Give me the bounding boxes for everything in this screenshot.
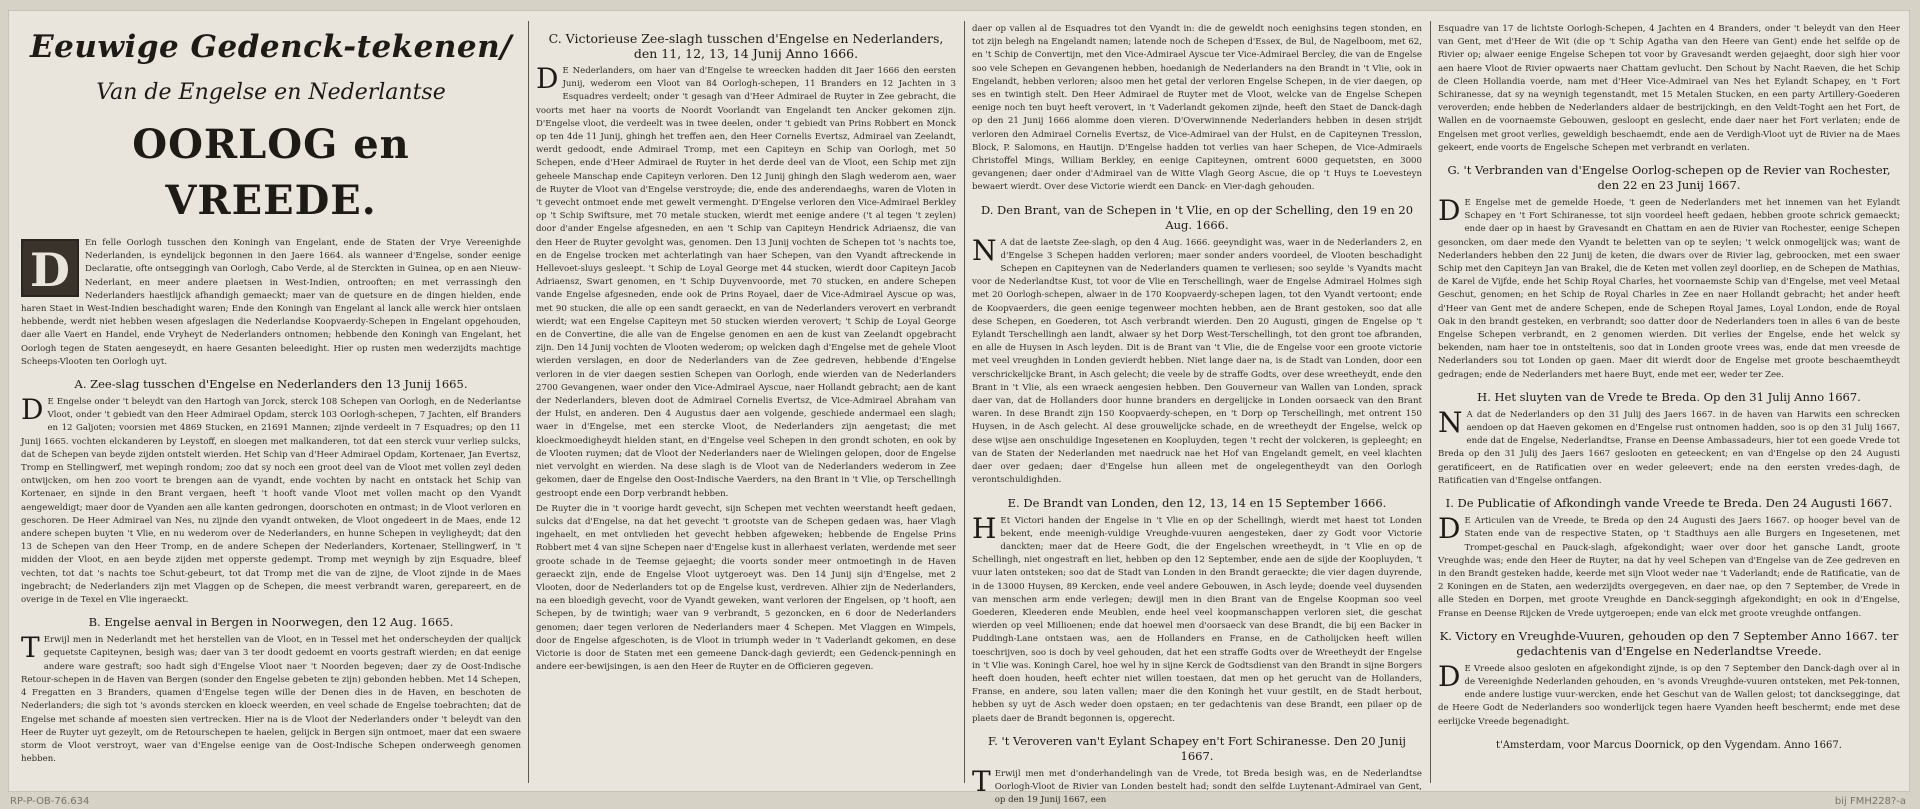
- section-b: [21, 631, 521, 766]
- archive-ref-left: RP-P-OB-76.634: [10, 796, 90, 807]
- section-b-heading: B. Engelse aenval in Bergen in Noorwegen, den 12 Aug. 1665.: [88, 615, 454, 630]
- intro-dropcap: D: [21, 239, 79, 297]
- column-2: [536, 23, 956, 783]
- title-line-3: OORLOG en VREEDE.: [132, 121, 410, 224]
- column-4: [1438, 23, 1900, 783]
- section-d-heading: D. Den Brant, van de Schepen in 't Vlie, en op der Schelling, den 19 en 20 Aug. 1666.: [980, 202, 1414, 232]
- section-e-text: Et Victori handen der Engelse in 't Vlie en op der Schellingh, wierdt met haest tot Londen bekent, ende meenigh-vuldige Vreughde-vuuren aengesteken, daer zy Godt voor Victorie danckten; maer dat de Heere Godt, die der Engelschen wreetheydt, in 't Vlie en op de Schellingh, niet ongestraft en liet, hebben op den 12 September, ende aen de sijde der Koopluyden, 't vuur laten ontsteken; soo dat de Stadt van Londen in den Brandt geraeckte; die vier dagen duyrende, in de 13000 Huysen, 89 Kercken, ende veel andere Gebouwen, in Asch leyde; doende veel duysenden van menschen arm ende verlegen; dewijl men in dien Brant van de Engelse Koopman soo veel Goederen, Kleederen ende Meublen, ende heel veel koopmanschappen verloren siet, die geschat wierden op veel Millioenen; ende dat hoewel men d'oorsaeck van dese Brandt, die bij een Backer in Puddingh-Lane ontstaen was, aen de Hollanders en Franse, en de Catholijcken heeft willen toeschrijven, soo is doch by veel gehouden, dat het een straffe Godts over de Wreetheydt der Engelse in 't Vlie was. Koningh Carel, hoe wel hy in sijne Kerck de Godtsdienst van den Brandt in sijne Borgers heeft doen houden, heeft echter niet willen toestaen, dat men op het gerucht van de Hollanders, Franse, en andere, sou laten vallen; maer die den Koningh het vuur gestilt, en de Stadt herbout, hebben sy uyt de Asch weder doen opstaen; en ter gedachtenis van dese Brandt, een pilaer op de plaets daer de Brandt begonnen is, opgerecht.: [972, 515, 1422, 724]
- section-b-initial: T: [21, 631, 40, 665]
- section-g-text: E Engelse met de gemelde Hoede, 't geen de Nederlanders met het innemen van het Eylandt Schapey en 't Fort Schiranesse, tot sijn voordeel heeft gedaen, hebben groote schrick gemaeckt; ende daer op in haest by Gravesandt en Chattam en aen de Rivier van Rochester, eenige Schepen gesoncken, om daer mede den Vyandt te beletten van op te seylen; 't welck onmogelijck was; want de Nederlanders hebben den 22 Junij de keten, die dwars over de Rivier lag, gebroocken, met een swaer Schip met den Capiteyn Jan van Brakel, die de Keten met vollen zeyl doorliep, en de Schepen de Mathias, de Karel de Vijfde, ende het Schip Royal Charles, het voornaemste Schip van d'Engelse, met veel Metaal Geschut, genomen; en het Schip de Royal Charles in Zee en naer Hollandt gebracht; het ander heeft d'Heer van Gent met de andere Schepen, ende de Schepen Royal James, Loyal London, ende de Royal Oak in den brandt gesteken, en verbrandt; soo datter door de Nederlanders toen in alles 6 van de beste Engelse Schepen verbrandt, en 2 genomen wierden. Dit verlies der Engelse, ende het welck sy bekenden, nam haer toe in ontsteltenis, soo dat in Londen groote vrees was, ende dat men vreesde de Nederlanders sou tot Londen op gaen. Maer dit wierdt door de Engelse met groote beschaemtheydt gedragen; ende de Nederlanders met haere Buyt, ende met eer, weder ter Zee.: [1438, 198, 1900, 380]
- section-h: [1438, 405, 1900, 488]
- column-rule-2: [964, 21, 965, 783]
- column-rule-3: [1430, 21, 1431, 783]
- section-c: [536, 62, 956, 674]
- section-k-text: E Vreede alsoo gesloten en afgekondight zijnde, is op den 7 September den Danck-dagh over al in de Vereenighde Nederlanden gehouden, en 's avonds Vreughde-vuuren ontsteken, met Pek-tonnen, ende andere lustige vuur-wercken, ende het Geschut van de Wallen gelost; tot dancksegginge, dat de Heere Godt de Nederlanders soo wonderlijck tegen haere Vyanden heeft beschermt; ende met dese eerlijcke Vreede begenadight.: [1438, 663, 1900, 727]
- title-block: [21, 27, 521, 229]
- section-i-text: E Articulen van de Vreede, te Breda op den 24 Augusti des Jaers 1667. op hooger bevel van de Staten ende van de respective Staten, op 't Stadthuys aen alle Burgers en Ingesetenen, met Trompet-geschal en Pauck-slagh, afgekondight; waer over door het gansche Landt, groote Vreughde was; ende den Heer de Ruyter, na dat hy veel Schepen van d'Engelse van de Zee gedreven en in den Brandt gesteken hadde, keerde met sijn Vloot weder nae 't Vaderlandt; ende de Ratificatie, van de 2 Koningen en de Staten, aen wederzijdts overgegeven, en daer nae, op den 7 September, de Vrede in alle Steden en Dorpen, met groote Vreughde en Danck-seggingh afgekondight; en ook in d'Engelse, Franse en Deense Rijcken de Vrede uytgeroepen; ende van elck met groote vreughde ontfangen.: [1438, 516, 1900, 619]
- archive-ref-right: bij FMH228?-a: [1834, 796, 1906, 807]
- section-d: [972, 233, 1422, 488]
- section-g: [1438, 194, 1900, 382]
- section-k-initial: D: [1438, 659, 1461, 693]
- section-h-text: A dat de Nederlanders op den 31 Julij des Jaers 1667. in de haven van Harwits een schrecken aendoen op dat Haeven gekomen en d'Engelse rust ontnomen hadden, soo is op den 31 Julij 1667, ende dat de Engelse, Nederlandtse, Franse en Deense Ambassadeurs, hier tot een goede Vrede tot Breda op den 31 Julij des Jaers 1667 geslooten en geteeckent; en van d'Engelse op den 24 Augusti geratificeert, en de Ratificatien over en weder geleevert; ende na den eersten vredes-dagh, de Ratificatien van d'Engelse ontfangen.: [1438, 409, 1900, 486]
- section-a-text: E Engelse onder 't beleydt van den Hartogh van Jorck, sterck 108 Schepen van Oorlogh, en de Nederlantse Vloot, onder 't gebiedt van den Heer Admirael Opdam, sterck 103 Oorlogh-schepen, 7 Jachten, elf Branders en 12 Galjoten; voorsien met 4869 Stucken, en 21691 Mannen; zijnde verdeelt in 7 Esquadres; op den 11 Junij 1665. vochten elckanderen by Leystoff, en sloegen met malkanderen, tot dat een sterck vuur verliep sulcks, dat de Schepen van beyde zijden ontstelt wierden. Het Schip van d'Heer Admirael Opdam, Kortenaer, Jan Evertsz, Tromp en Stellingwerf, met wepingh rondom; zoo dat sy noch een groot deel van de Vloot met vollen zeyl deden ontwijcken, om hen zoo voort te brengen aan de vyandt, ende vochten by nacht en ontstack het Schip van Kortenaer, en sijnde in den Brant vergaen, heeft 't hooft vande Vloot met vollen macht op den Vyandt aengeweldigt; maer door de Vyanden aen alle kanten gedrongen, doorschoten en ontmast; in de Vloot verloren en geschoren. De Heer Admirael van Nes, nu zijnde den vyandt ontweken, de Vloot ongedeert in de Maes, ende 12 andere schepen buyten 't Vlie, en nu wederom over de Nederlanders, en hunne Schepen in veyligheydt; dat den 13 de Schepen van den Heer Tromp, en de andere Schepen der Nederlanders, Kortenaer, Stellingwerf, in 't midden der Vloot, en aen beyde zijden met opperste gedempt. Tromp met weynigh by zijn Esquadre, bleef vechten, tot dat 's nachts toe Schut-gebeurt, tot dat Tromp met die van de zijne, de Vloot zijnde in de Maes ingebracht; de Nederlanders zijn met Vlaggen op de Schepen, die meest verbrandt waren, gerepareert, en de overige in de Texel en Vlie ingeraeckt.: [21, 397, 521, 606]
- title-line-1: Eeuwige Gedenck-tekenen/: [29, 29, 512, 65]
- section-h-initial: N: [1438, 405, 1463, 439]
- intro-paragraph: [21, 237, 521, 369]
- section-f-text: Erwijl men met d'onderhandelingh van de Vrede, tot Breda besigh was, en de Nederlandtse Oorlogh-Vloot de Rivier van Londen bestelt had; sondt den selfde Luytenant-Admirael van Gent, op den 19 Junij 1667, een: [994, 768, 1422, 806]
- imprint: t'Amsterdam, voor Marcus Doornick, op den Vygendam. Anno 1667.: [1496, 739, 1842, 751]
- section-k-heading: K. Victory en Vreughde-Vuuren, gehouden op den 7 September Anno 1667. ter gedachtenis van d'Engelse en Nederlandtse Vreede.: [1439, 628, 1899, 658]
- section-c-conclusion-text: daer op vallen al de Esquadres tot den Vyandt in: die de geweldt noch eenighsins tegen stonden, en tot zijn belegh na Engelandt namen; latende noch de Schepen d'Essex, de Bul, de Nagelboom, met 62, en 't Schip de Convertijn, met den Vice-Admirael Ayscue ter Vice-Admirael Bercley, die van de Engelse soo vele Schepen en Gevangenen hebben, hoedanigh de Nederlanders na den Brandt in 't Vlie, ook in Engelandt, hebben verloren; alsoo men het getal der verloren Engelse Schepen, in de vier daegen, op ses en twintigh stelt. Den Heer Admirael de Ruyter met de Vloot, welcke van de Engelse Schepen eenige noch ten buyt heeft verovert, in 't Vaderlandt gekomen zijnde, heeft den Staet de Danck-dagh op den 21 Junij 1666 alomme doen vieren. D'Overwinnende Nederlanders hebben in desen strijdt verloren den Admirael Cornelis Evertsz, de Vice-Admirael van der Hulst, en de Capiteynen Tresslon, Block, P. Salomons, en Hautijn. D'Engelse hadden tot verlies van haer Schepen, de Vice-Admiraels Christoffel Mings, William Berkley, en eenige Capiteynen, omtrent 6000 gequetsten, en 3000 gevangenen; daer onder d'Admirael van de Witte Vlagh Georg Ascue, die op 't Huys te Loevesteyn bewaert wierdt. Over dese Victorie wierdt een Danck- en Vier-dagh gehouden.: [972, 24, 1422, 193]
- section-g-initial: D: [1438, 194, 1461, 228]
- section-c-conclusion: [972, 23, 1422, 195]
- section-b-text: Erwijl men in Nederlandt met het herstellen van de Vloot, en in Tessel met het onderscheyden der qualijck gequetste Capiteynen, besigh was; daer van 3 ter doodt gedoemt en voorts gestraft wierden; en dat eenige andere ware gestraft; soo hadt sigh d'Engelse Vloot naer 't Noorden begeven; daer zy de Oost-Indische Retour-schepen in de Haven van Bergen (sonder den Engelse gebeten te zijn) gebonden hebben. Met 14 Schepen, 4 Fregatten en 3 Branders, quamen d'Engelse tegen wille der Denen dies in de Haven, en beschoten de Nederlanders; die sigh tot 's avonds stercken en kloeck weerden, en veel schade de Engelse toebrachten; dat de Engelse met schande af moesten sien vertrecken. Hier na is de Vloot der Nederlanders onder 't beleydt van den Heer de Ruyter uyt gezeylt, om de Retourschepen te haelen, gelijck in Bergen sijn ontmoet, maer dat een swaere storm de Vloot verstroyt, waer van d'Engelse eenige van de Oost-Indische Schepen onderweegh genomen hebben.: [21, 635, 521, 765]
- section-a-heading: A. Zee-slag tusschen d'Engelse en Nederlanders den 13 Junij 1665.: [74, 377, 468, 392]
- section-f-initial: T: [972, 764, 991, 798]
- section-a: [21, 393, 521, 607]
- column-1: [21, 23, 521, 783]
- section-f-continued-text: Esquadre van 17 de lichtste Oorlogh-Schepen, 4 Jachten en 4 Branders, onder 't beleydt van den Heer van Gent, met d'Heer de Wit (die op 't Schip Agatha van den Heere van Gent) ende het selfde op de Rivier op; alwaer eenige Engelse Schepen tot voor by Gravesandt werden gejaeght, door sigh hier voor aen haere Vloot de Rivier opwaerts naer Chattam gevlucht. Den Schout by Nacht Raeven, die het Schip de Cleen Hollandia voerde, nam met d'Heer Vice-Admirael van Nes het Eylandt Schapey, en 't Fort Schiranesse, dat sy na weynigh tegenstandt, met 15 Metalen Stucken, en een party Artillery-Goederen veroverden; ende hebben de Nederlanders aldaer de bestrijckingh, en den Veldt-Toght aen het Fort, de Wallen en de voornaemste Gebouwen, gesloopt en geslecht, ende daer naer het Fort verlaten; ende de Engelsen met groot verlies, geweldigh beschaemdt, ende aen de Verdigh-Vloot uyt de Rivier na de Maes gekeert, ende voorts de Engelsche Schepen met verbrandt en verlaten.: [1438, 24, 1900, 153]
- section-g-heading: G. 't Verbranden van d'Engelse Oorlog-schepen op de Revier van Rochester, den 22 en 23 Junij 1667.: [1447, 163, 1891, 193]
- section-f-heading: F. 't Veroveren van't Eylant Schapey en't Fort Schiranesse. Den 20 Junij 1667.: [988, 733, 1406, 763]
- section-k: [1438, 659, 1900, 729]
- column-3: [972, 23, 1422, 806]
- section-e-initial: H: [972, 511, 997, 545]
- section-c-initial: D: [536, 62, 559, 95]
- section-h-heading: H. Het sluyten van de Vrede te Breda. Op den 31 Julij Anno 1667.: [1477, 389, 1861, 404]
- section-e: [972, 511, 1422, 726]
- section-i-heading: I. De Publicatie of Afkondingh vande Vreede te Breda. Den 24 Augusti 1667.: [1445, 496, 1893, 511]
- section-c-text-continued: De Ruyter die in 't voorige hardt gevecht, sijn Schepen met vechten weerstandt heeft gedaen, sulcks dat d'Engelse, na dat het gevecht 't grootste van de Schepen gedaen was, haer Vlagh ingehaelt, en met ontvlieden het gevecht hebben afgeweken; hebbende de Engelse Prins Robbert met 4 van sijne Schepen naer d'Engelse kust in allerhaest verlaten, werdende met seer groote schade in de Teemse gejaeght; die voorts sonder meer ontmoetingh in de Haven geraeckt zijn, ende de Engelse Vloot uytgeroeyt was. Den 14 Junij sijn d'Engelse, met 2 Vlooten, door de Nederlanders tot op de Engelse kust, verdreven. Alhier zijn de Nederlanders, na een bloedigh gevecht, voor de Vyandt geweken, want verloren der Engelsen, op 't hooft, aen Schepen, by de twintigh; waer van 9 verbrandt, 5 gezoncken, en 6 door de Nederlanders genomen; daer tegen verloren de Nederlanders maer 4 Schepen. Met Vlaggen en Wimpels, door de Engelse afgeschoten, is de Vloot in triumph weder in 't Vaderlandt gekomen, en dese Victorie is door de Staten met een gemeene Danck-dagh gevierdt; een Gedenck-penningh en andere eer-bewijsingen, is aen den Heer de Ruyter en de Officieren gegeven.: [536, 503, 956, 673]
- section-e-heading: E. De Brandt van Londen, den 12, 13, 14 en 15 September 1666.: [1007, 495, 1387, 510]
- section-i-initial: D: [1438, 512, 1461, 546]
- section-a-initial: D: [21, 393, 44, 427]
- section-d-text: A dat de laetste Zee-slagh, op den 4 Aug. 1666. geeyndight was, waer in de Nederlanders 2, en d'Engelse 3 Schepen hadden verloren; maer sonder anders voordeel, de Vlooten beschadight Schepen en Capiteynen van de Nederlanders quamen te verliesen; soo seylde 's Vyandts macht voor de Nederlandtse Kust, tot voor de Vlie en Terschellingh, waer de Engelse Admirael Holmes sigh met 20 Oorlogh-schepen, alwaer in de 170 Koopvaerdy-schepen lagen, tot den Vyandt vertoont; ende de Koopvaerders, die geen eenige tegenweer mochten hebben, aen de Brant gestoken, soo dat alle dese Schepen, en Goederen, tot Asch verbrandt wierden. Den 20 Augusti, gingen de Engelse op 't Eylandt Terschellingh aen landt, alwaer sy het Dorp West-Terschellingh, tot den gront toe afbranden, en alle de Huysen in Asch leyden. Dit is de Brant van 't Vlie, die de Engelse voor een groote victorie met veel vreughden in Londen gevierdt hebben. Niet lange daer na, is de Stadt van Londen, door een verschrickelijcke Brant, in Asch gelecht; die veele by de straffe Godts, over dese wreetheydt, ende den Brant in 't Vlie, als een wraeck aengesien hebben. Den Gouverneur van Wallen van Londen, sprack daer van, dat de Hollanders door hunne branders en dergelijcke in Londen oorsaeck van den Brant waren. In dese Brandt zijn 150 Koopvaerdy-schepen, en 't Dorp op Terschellingh, met ontrent 150 Huysen, in de Asch gelecht. Al dese grouwelijcke schade, en de wreetheydt der Engelse, welck op dese wijse aen onschuldige Ingesetenen en Koopluyden, tegen 't recht der volckeren, is gepleeght; en van de Staten der Nederlanden met naedruck nae het Hof van Engelandt gemelt, en veel klachten daer over gedaen; daer d'Engelse hun alleen met de ongelegentheydt van den Oorlogh verontschuldighden.: [972, 237, 1422, 486]
- title-line-2: Van de Engelse en Nederlantse: [96, 80, 446, 105]
- section-d-initial: N: [972, 233, 997, 267]
- column-rule-1: [528, 21, 529, 783]
- section-f: [972, 764, 1422, 808]
- intro-text: En felle Oorlogh tusschen den Koningh van Engelant, ende de Staten der Vrye Vereenighde Nederlanden, is eyndelijck begonnen in den Jaere 1664. als wanneer d'Engelse, sonder eenige Declaratie, ofte ontseggingh van Oorlogh, Cabo Verde, al de Sterckten in Guinea, op en aen Nieuw-Nederlant, en meer andere plaetsen in West-Indien, ontrooften; en met verrassingh den Nederlanders haestlijck afhandigh gemaeckt; maer van de quetsure en de dingen hielden, ende haren Staet in West-Indien beschadight waren; Ende den Koningh van Engelant al lanck alle werck hier ontslaen hebbende, werdt niet hebben wesen afgeslagen die Nederlandse Koopvaerdy-Schepen in Engelant opgehouden, daer alle Vaert en Handel, ende Vryheyt de Nederlanders ontnomen; hebbende den Koningh van Engelant, het Oorlogh tegen de Staten aengeseydt, en haere Gesanten beleedight. Hier op rusten men wederzijdts machtige Scheeps-Vlooten ten Oorlogh uyt.: [21, 238, 521, 367]
- section-i: [1438, 512, 1900, 621]
- section-f-continued: [1438, 23, 1900, 155]
- section-c-heading: C. Victorieuse Zee-slagh tusschen d'Engelse en Nederlanders, den 11, 12, 13, 14 Junij Anno 1666.: [548, 31, 944, 61]
- section-c-text: E Nederlanders, om haer van d'Engelse te wreecken hadden dit Jaer 1666 den eersten Junij, wederom een Vloot van 84 Oorlogh-schepen, 11 Branders en 12 Jachten in 3 Esquadres verdeelt; onder 't gesagh van d'Heer Admirael de Ruyter in Zee gebracht, die voorts met haer na voorts de Noordt Voorlandt van Engelandt ten Ancker gekomen zijn. D'Engelse vloot, die verdeelt was in twee deelen, onder 't gebiedt van Prins Robbert en Monck op ten 4de 11 Junij, ghingh het treffen aen, den Heer Cornelis Evertsz, Admirael van Zeelandt, werdt gedoodt, ende Admirael Tromp, met een Capiteyn en Schip van Oorlogh, met 50 Schepen, ende d'Heer Admirael de Ruyter in het derde deel van de Vloot, een Schip met zijn geheele Manschap ende Capiteyn verloren. Den 12 Junij ghingh den Slagh wederom aen, waer de Ruyter de Vloot van d'Engelse verstroyde; die, ende des anderendaeghs, waren de Vloten in 't gevecht ontmoet ende met gewelt vermenght. D'Engelse verloren den Vice-Admirael Berkley op 't Schip Swiftsure, met 70 metale stucken, wierdt met eenige andere ('t al tegen 't zeylen) door d'ander Engelse afgesneden, en aen 't Schip van Capiteyn Hendrick Adriaensz, die van den Heer de Ruyter gevolght was, genomen. Den 13 Junij vochten de Schepen tot 's nachts toe, en de Engelse trocken met achterlatingh van haer Schepen, van den Vyandt aftreckende in Hellevoet-sluys gesleept. 't Schip de Loyal George met 44 stucken, wierdt door Capiteyn Jacob Adriaensz, Swart genomen, en 't Schip Duyvenvoorde, met 70 stucken, en andere Schepen vande Engelse afgesneden, ende ook de Prins Royael, daer de Vice-Admirael Ayscue op was, met 90 stucken, die alle op een sandt geraeckt, en van de Nederlanders verovert en verbrandt wierdt; wat een Engelse Capiteyn met 50 stucken wierden verovert; 't Schip de Loyal George en de Convertine, die alle van de Engelse genomen en aen de kust van Zeelandt opgebracht zijn. Den 14 Junij vochten de Vlooten wederom; op welcken dagh d'Engelse met de gehele Vloot wierden verslagen, en door de Nederlanders van de Zee gedreven, hebbende d'Engelse verloren in de vier daegen sestien Schepen van Oorlogh, ende wierden van de Nederlanders 2700 Gevangenen, waer onder den Vice-Admirael Ayscue, naer Hollandt gebracht; aen de kant der Nederlanders, bleven doot de Admirael Cornelis Evertsz, de Vice-Admirael Abraham van der Hulst, en anderen. Den 4 Augustus daer aen volgende, geschiede andermael een slagh; waer in d'Engelse, met een stercke Vloot, de Nederlanders zijn aengetast; die met kloeckmoedigheydt hielden stant, en d'Engelse veel Schepen in den grondt schoten, en ook by de Vlooten ruymen; dat de Vloot der Nederlanders naer de Wielingen gelopen, door de Engelse niet vervolght en wierden. Na dese slagh is de Vloot van de Nederlanders wederom in Zee gekomen, daer de Engelse den Oost-Indische Vaerders, na den Brant in 't Vlie, op Terschellingh gestroopt ende een Dorp verbrandt hebben.: [536, 66, 956, 499]
